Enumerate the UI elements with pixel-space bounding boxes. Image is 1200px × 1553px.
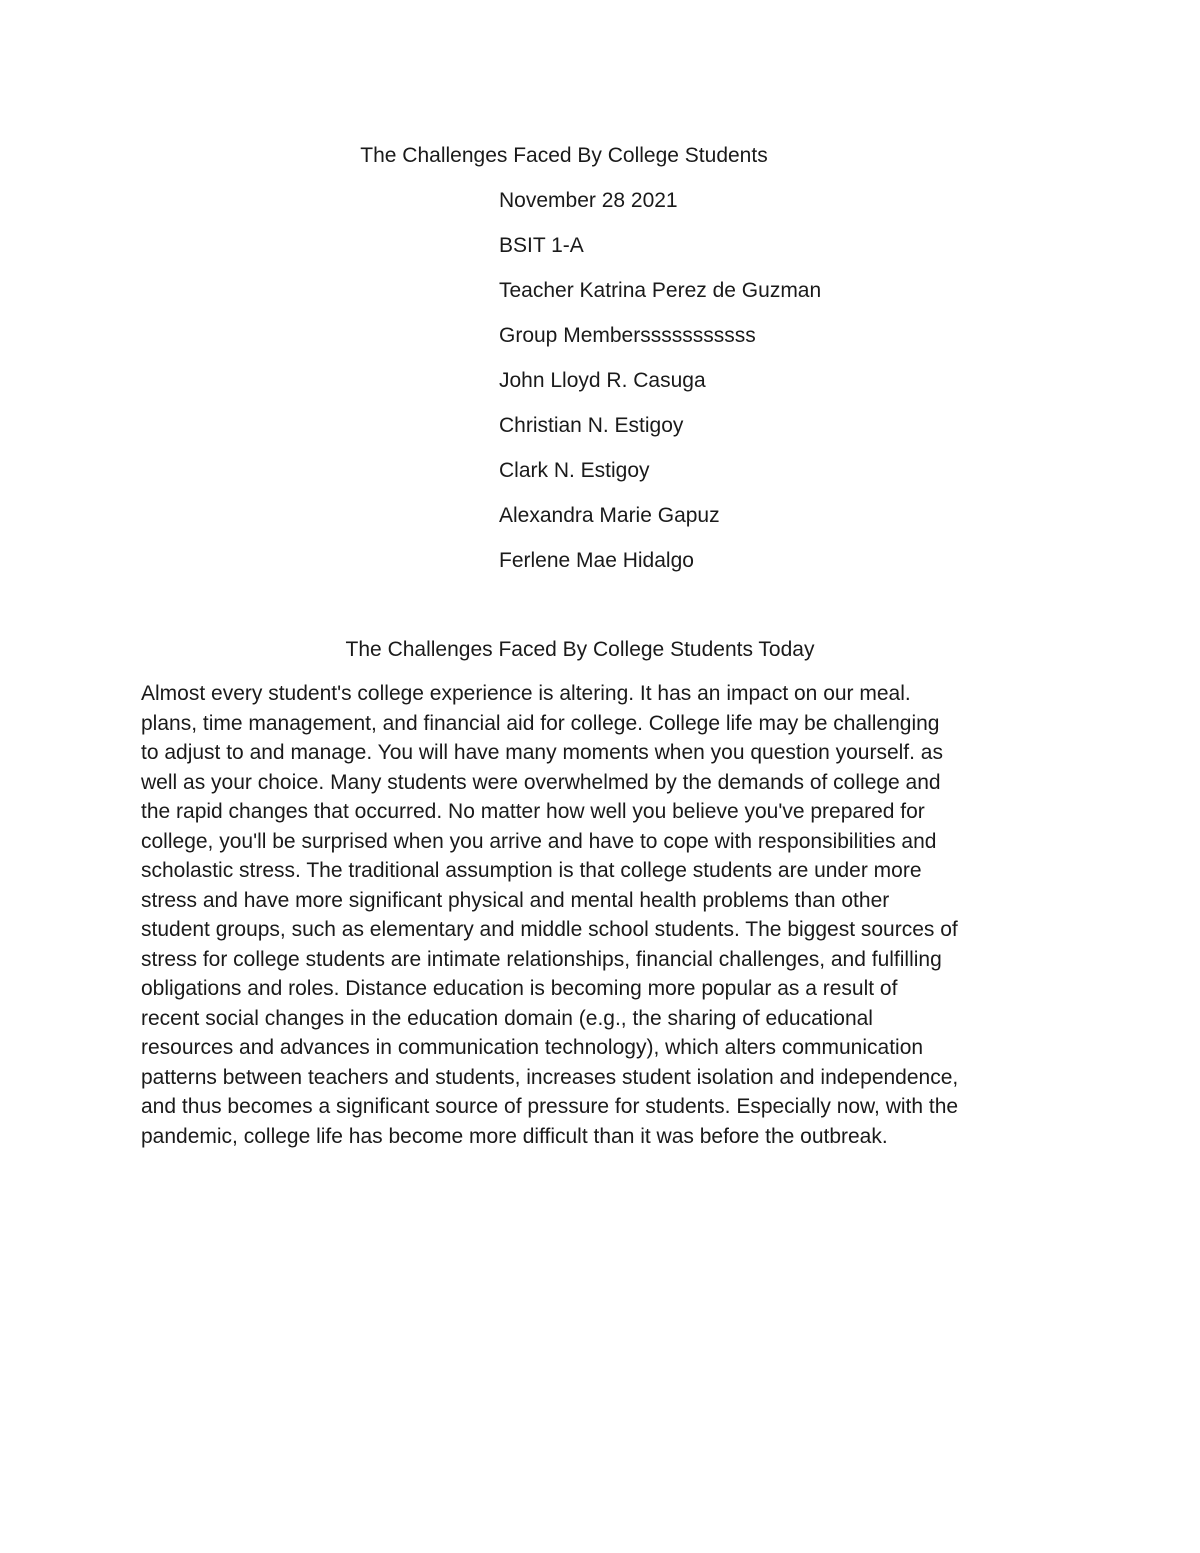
- date-line: November 28 2021: [499, 189, 678, 212]
- essay-line: stress and have more significant physical and mental health problems than other: [141, 888, 890, 912]
- header-info-block: [499, 186, 821, 591]
- essay-title: The Challenges Faced By College Students Today: [345, 638, 815, 661]
- essay-line: recent social changes in the education domain (e.g., the sharing of educational: [141, 1006, 873, 1030]
- essay-line: Almost every student's college experience is altering. It has an impact on our meal.: [141, 682, 911, 705]
- essay-line: stress for college students are intimate relationships, financial challenges, and fulfilling: [141, 947, 942, 971]
- essay-line: well as your choice. Many students were overwhelmed by the demands of college and: [141, 770, 941, 794]
- document-title: The Challenges Faced By College Students: [360, 144, 768, 167]
- essay-line: the rapid changes that occurred. No matter how well you believe you've prepared for: [141, 800, 925, 823]
- essay-paragraph: [141, 679, 1061, 1151]
- essay-line: student groups, such as elementary and middle school students. The biggest sources of: [141, 918, 958, 941]
- essay-line: resources and advances in communication technology), which alters communication: [141, 1036, 924, 1059]
- members-heading: Group Membersssssssssss: [499, 324, 756, 347]
- member-name: Alexandra Marie Gapuz: [499, 504, 720, 527]
- essay-line: obligations and roles. Distance education is becoming more popular as a result of: [141, 977, 898, 1000]
- essay-line: patterns between teachers and students, increases student isolation and independence,: [141, 1065, 959, 1089]
- member-name: Clark N. Estigoy: [499, 459, 650, 482]
- essay-line: and thus becomes a significant source of pressure for students. Especially now, with the: [141, 1095, 959, 1118]
- section-line: BSIT 1-A: [499, 234, 584, 257]
- member-name: John Lloyd R. Casuga: [499, 369, 706, 392]
- member-name: Christian N. Estigoy: [499, 414, 684, 437]
- essay-line: pandemic, college life has become more difficult than it was before the outbreak.: [141, 1124, 888, 1148]
- essay-line: college, you'll be surprised when you arrive and have to cope with responsibilities and: [141, 829, 937, 853]
- essay-line: to adjust to and manage. You will have many moments when you question yourself. as: [141, 741, 943, 764]
- essay-line: scholastic stress. The traditional assumption is that college students are under more: [141, 859, 922, 882]
- member-name: Ferlene Mae Hidalgo: [499, 549, 694, 572]
- essay-line: plans, time management, and financial aid for college. College life may be challenging: [141, 711, 940, 735]
- teacher-line: Teacher Katrina Perez de Guzman: [499, 279, 822, 302]
